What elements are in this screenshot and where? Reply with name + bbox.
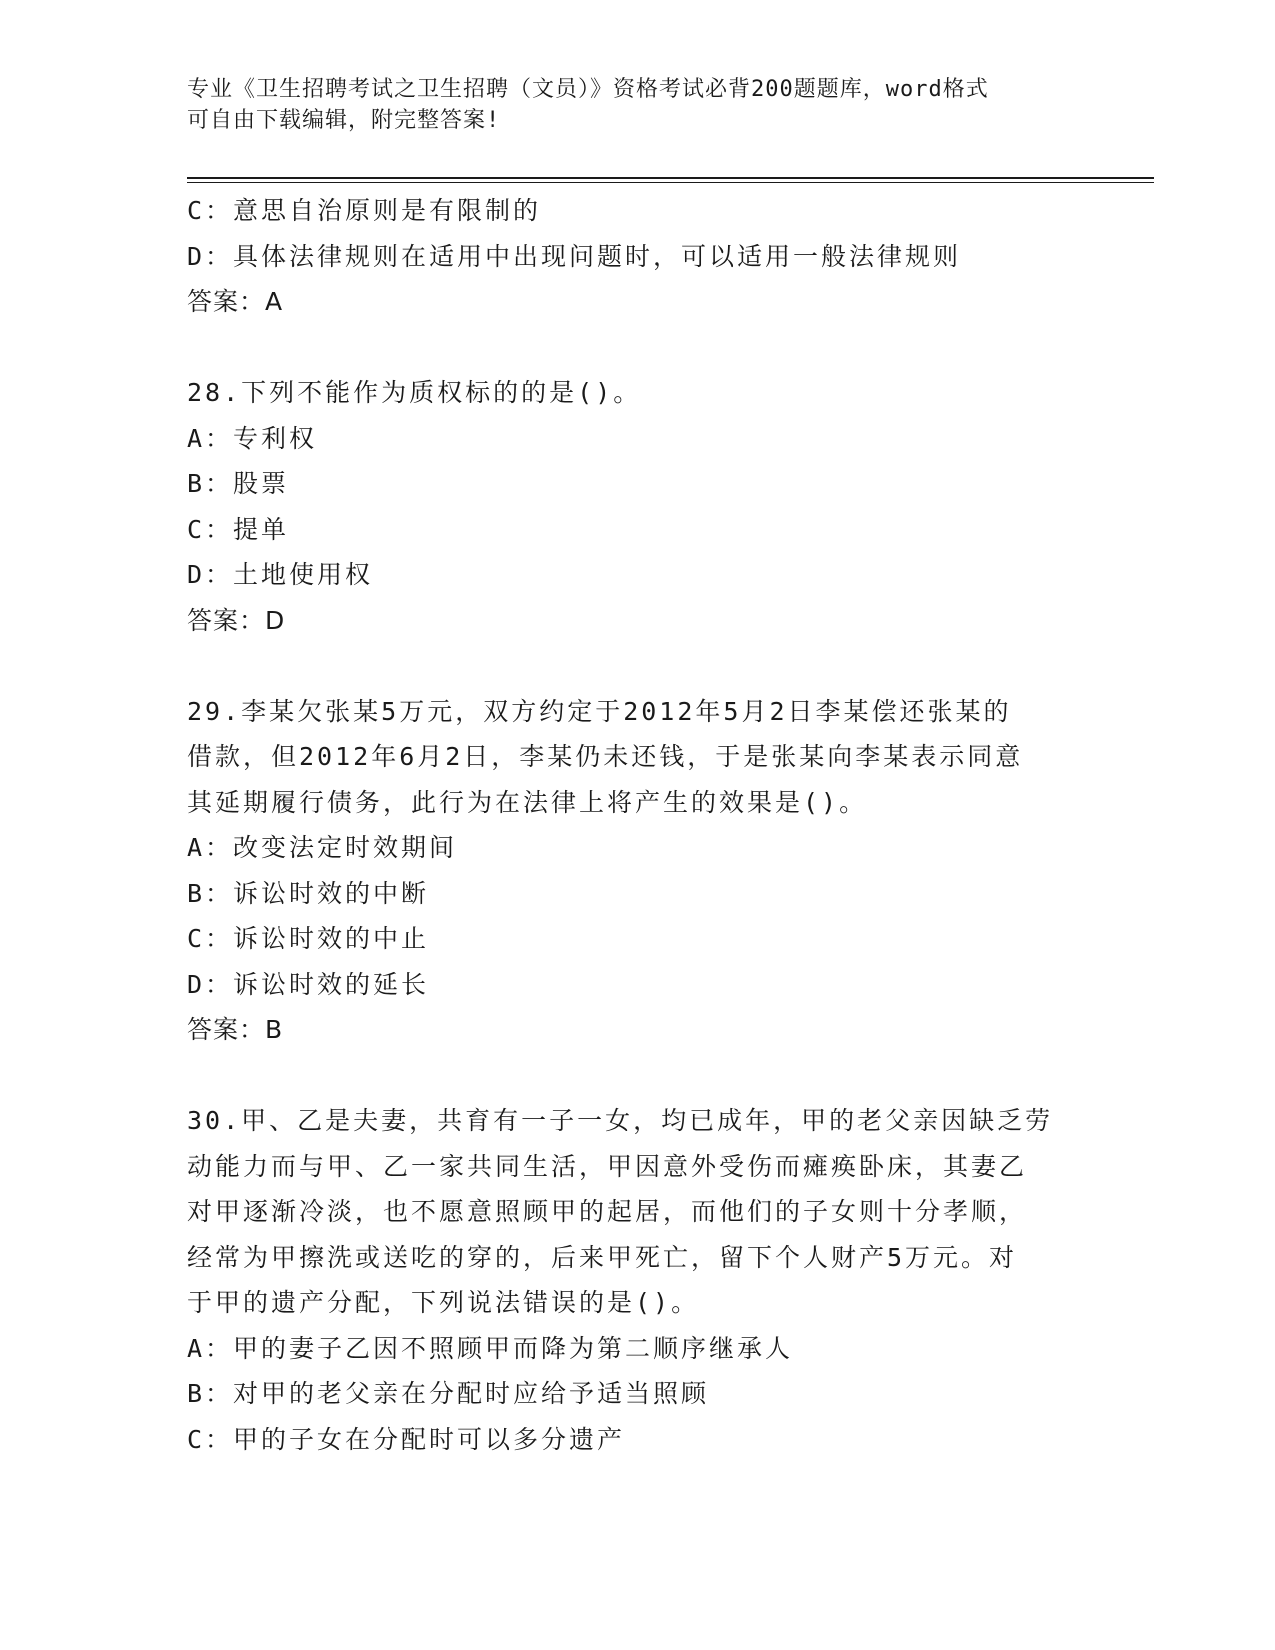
question-gap xyxy=(187,1053,1087,1099)
option-a: A：专利权 xyxy=(187,423,318,453)
question-27-tail xyxy=(187,188,1087,325)
header-line-1: 专业《卫生招聘考试之卫生招聘（文员）》资格考试必背200题题库，word格式 xyxy=(187,77,989,102)
question-stem-line-1: 30.甲、乙是夫妻，共育有一子一女，均已成年，甲的老父亲因缺乏劳 xyxy=(187,1106,1054,1135)
answer-line: 答案：A xyxy=(187,287,284,316)
answer-line: 答案：B xyxy=(187,1015,284,1044)
answer-line: 答案：D xyxy=(187,605,286,635)
option-d: D：土地使用权 xyxy=(187,560,374,589)
question-29 xyxy=(187,689,1087,1053)
question-stem-line-1: 29.李某欠张某5万元，双方约定于2012年5月2日李某偿还张某的 xyxy=(187,696,1012,726)
option-c: C：诉讼时效的中止 xyxy=(187,924,430,953)
question-stem-line-2: 借款，但2012年6月2日，李某仍未还钱，于是张某向李某表示同意 xyxy=(187,742,1024,771)
option-d: D：具体法律规则在适用中出现问题时，可以适用一般法律规则 xyxy=(187,241,962,271)
option-a: A：改变法定时效期间 xyxy=(187,833,458,862)
question-gap xyxy=(187,325,1087,371)
option-a: A：甲的妻子乙因不照顾甲而降为第二顺序继承人 xyxy=(187,1333,794,1363)
option-c: C：提单 xyxy=(187,514,290,544)
question-stem-line-3: 其延期履行债务，此行为在法律上将产生的效果是()。 xyxy=(187,787,868,817)
option-b: B：对甲的老父亲在分配时应给予适当照顾 xyxy=(187,1379,710,1408)
question-28 xyxy=(187,370,1087,643)
question-stem-line-5: 于甲的遗产分配，下列说法错误的是()。 xyxy=(187,1288,700,1317)
option-b: B：股票 xyxy=(187,469,290,498)
question-30 xyxy=(187,1098,1087,1462)
question-stem: 28.下列不能作为质权标的的是()。 xyxy=(187,378,642,407)
question-stem-line-3: 对甲逐渐冷淡，也不愿意照顾甲的起居，而他们的子女则十分孝顺， xyxy=(187,1197,1028,1226)
header-divider-thin xyxy=(187,182,1154,183)
option-c: C：意思自治原则是有限制的 xyxy=(187,196,542,225)
question-stem-line-2: 动能力而与甲、乙一家共同生活，甲因意外受伤而瘫痪卧床，其妻乙 xyxy=(187,1151,1028,1181)
question-gap xyxy=(187,643,1087,689)
option-d: D：诉讼时效的延长 xyxy=(187,969,430,999)
question-list xyxy=(187,188,1087,1462)
header-line-2: 可自由下载编辑，附完整答案! xyxy=(187,108,501,133)
option-b: B：诉讼时效的中断 xyxy=(187,878,430,908)
question-stem-line-4: 经常为甲擦洗或送吃的穿的，后来甲死亡，留下个人财产5万元。对 xyxy=(187,1242,1018,1272)
page-header xyxy=(187,74,1067,136)
header-divider-thick xyxy=(187,177,1154,179)
option-c: C：甲的子女在分配时可以多分遗产 xyxy=(187,1424,626,1454)
